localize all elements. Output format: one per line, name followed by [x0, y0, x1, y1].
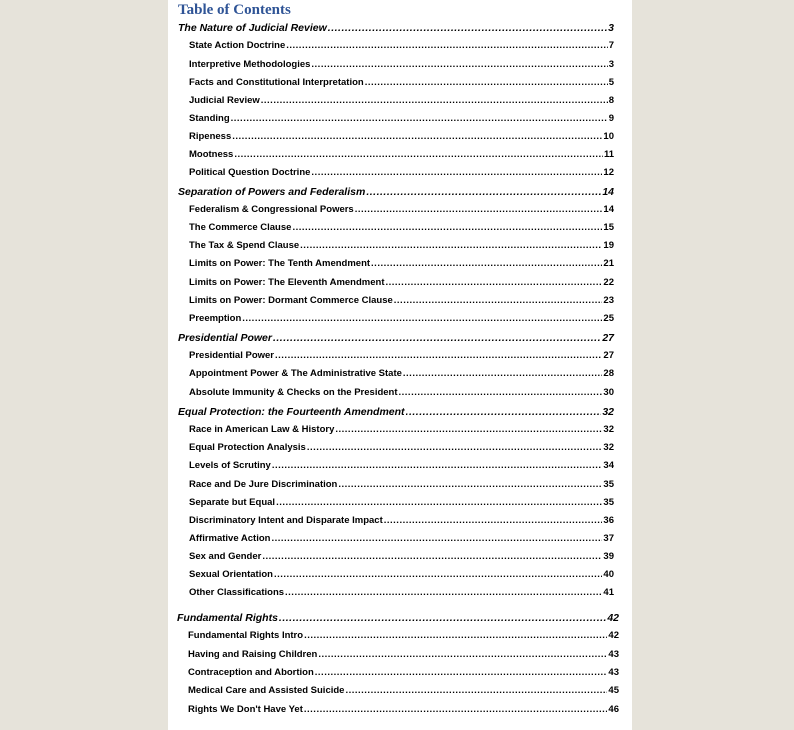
toc-entry-title: Ripeness: [189, 131, 232, 142]
toc-entry-title: Preemption: [189, 313, 242, 324]
toc-subsection-entry[interactable]: [189, 113, 614, 124]
toc-page-number: 36: [603, 515, 614, 526]
toc-entry-title: Judicial Review: [189, 95, 260, 106]
toc-page-number: 37: [603, 533, 614, 544]
dot-leader: [338, 479, 602, 490]
dot-leader: [304, 630, 607, 641]
dot-leader: [271, 533, 602, 544]
toc-subsection-entry[interactable]: [189, 387, 614, 398]
toc-subsection-entry[interactable]: [189, 204, 614, 215]
toc-page-number: 34: [603, 460, 614, 471]
toc-entry-title: Facts and Constitutional Interpretation: [189, 77, 364, 88]
toc-subsection-entry[interactable]: [188, 649, 619, 660]
dot-leader: [279, 612, 606, 624]
toc-entry-title: Affirmative Action: [189, 533, 271, 544]
toc-page-number: 3: [608, 59, 614, 70]
toc-page-number: 7: [608, 40, 614, 51]
dot-leader: [307, 442, 603, 453]
dot-leader: [261, 95, 608, 106]
toc-page-number: 9: [608, 113, 614, 124]
dot-leader: [355, 204, 603, 215]
toc-page-number: 19: [603, 240, 614, 251]
toc-subsection-entry[interactable]: [188, 667, 619, 678]
toc-section-entry[interactable]: [178, 186, 614, 198]
document-page: [168, 0, 632, 730]
toc-page-number: 46: [608, 704, 619, 715]
dot-leader: [274, 569, 602, 580]
toc-page-number: 25: [603, 313, 614, 324]
dot-leader: [384, 515, 603, 526]
toc-subsection-entry[interactable]: [189, 149, 614, 160]
toc-page-number: 40: [603, 569, 614, 580]
toc-entry-title: Sexual Orientation: [189, 569, 273, 580]
toc-page-number: 8: [608, 95, 614, 106]
toc-entry-title: Race in American Law & History: [189, 424, 335, 435]
dot-leader: [276, 497, 602, 508]
toc-subsection-entry[interactable]: [189, 442, 614, 453]
toc-subsection-entry[interactable]: [188, 685, 619, 696]
dot-leader: [242, 313, 602, 324]
dot-leader: [399, 387, 603, 398]
toc-subsection-entry[interactable]: [188, 704, 619, 715]
toc-entry-title: Medical Care and Assisted Suicide: [188, 685, 345, 696]
toc-entry-title: Fundamental Rights Intro: [188, 630, 304, 641]
dot-leader: [286, 40, 607, 51]
toc-section-entry[interactable]: [178, 406, 614, 418]
dot-leader: [311, 167, 602, 178]
toc-page-number: 27: [602, 332, 614, 344]
toc-page-number: 28: [603, 368, 614, 379]
toc-entry-title: The Nature of Judicial Review: [178, 22, 327, 34]
dot-leader: [275, 350, 602, 361]
toc-page-number: 45: [608, 685, 619, 696]
toc-entry-title: Equal Protection: the Fourteenth Amendment: [178, 406, 405, 418]
toc-subsection-entry[interactable]: [189, 479, 614, 490]
toc-entry-title: Mootness: [189, 149, 234, 160]
toc-page-number: 43: [608, 649, 619, 660]
toc-entry-list: [168, 0, 632, 730]
dot-leader: [272, 460, 603, 471]
toc-entry-title: Equal Protection Analysis: [189, 442, 306, 453]
toc-entry-title: Sex and Gender: [189, 551, 262, 562]
toc-page-number: 5: [608, 77, 614, 88]
toc-subsection-entry[interactable]: [189, 313, 614, 324]
dot-leader: [315, 667, 608, 678]
dot-leader: [273, 332, 601, 344]
toc-entry-title: Rights We Don't Have Yet: [188, 704, 303, 715]
toc-section-entry[interactable]: [178, 22, 614, 34]
toc-entry-title: Limits on Power: The Tenth Amendment: [189, 258, 371, 269]
toc-page-number: 15: [603, 222, 614, 233]
dot-leader: [285, 587, 602, 598]
toc-entry-title: The Commerce Clause: [189, 222, 292, 233]
toc-page-number: 27: [603, 350, 614, 361]
toc-page-number: 21: [603, 258, 614, 269]
toc-subsection-entry[interactable]: [189, 460, 614, 471]
toc-page-number: 39: [603, 551, 614, 562]
dot-leader: [318, 649, 607, 660]
dot-leader: [345, 685, 607, 696]
toc-page-number: 10: [603, 131, 614, 142]
toc-entry-title: Other Classifications: [189, 587, 285, 598]
toc-entry-title: Appointment Power & The Administrative State: [189, 368, 402, 379]
dot-leader: [311, 59, 607, 70]
toc-page-number: 35: [603, 497, 614, 508]
toc-page-number: 14: [602, 186, 614, 198]
toc-entry-title: Standing: [189, 113, 230, 124]
toc-subsection-entry[interactable]: [189, 551, 614, 562]
toc-subsection-entry[interactable]: [189, 515, 614, 526]
dot-leader: [371, 258, 602, 269]
dot-leader: [232, 131, 602, 142]
toc-page-number: 42: [608, 630, 619, 641]
toc-page-number: 30: [603, 387, 614, 398]
toc-entry-title: Separation of Powers and Federalism: [178, 186, 366, 198]
toc-subsection-entry[interactable]: [189, 368, 614, 379]
toc-subsection-entry[interactable]: [189, 167, 614, 178]
toc-entry-title: Race and De Jure Discrimination: [189, 479, 338, 490]
toc-subsection-entry[interactable]: [189, 95, 614, 106]
dot-leader: [262, 551, 602, 562]
toc-page-number: 32: [602, 406, 614, 418]
dot-leader: [231, 113, 608, 124]
toc-entry-title: Fundamental Rights: [177, 612, 278, 624]
toc-subsection-entry[interactable]: [189, 40, 614, 51]
toc-entry-title: Limits on Power: Dormant Commerce Clause: [189, 295, 393, 306]
dot-leader: [406, 406, 602, 418]
toc-subsection-entry[interactable]: [189, 77, 614, 88]
toc-page-number: 11: [603, 149, 614, 160]
toc-heading: Table of Contents: [178, 2, 291, 18]
toc-subsection-entry[interactable]: [189, 350, 614, 361]
dot-leader: [385, 277, 602, 288]
toc-entry-title: Discriminatory Intent and Disparate Impact: [189, 515, 383, 526]
toc-subsection-entry[interactable]: [189, 497, 614, 508]
toc-subsection-entry[interactable]: [189, 258, 614, 269]
toc-subsection-entry[interactable]: [189, 295, 614, 306]
toc-entry-title: Presidential Power: [189, 350, 275, 361]
toc-subsection-entry[interactable]: [189, 424, 614, 435]
toc-subsection-entry[interactable]: [189, 277, 614, 288]
toc-subsection-entry[interactable]: [189, 569, 614, 580]
toc-page-number: 23: [603, 295, 614, 306]
dot-leader: [335, 424, 602, 435]
toc-subsection-entry[interactable]: [189, 131, 614, 142]
toc-entry-title: State Action Doctrine: [189, 40, 286, 51]
toc-page-number: 14: [603, 204, 614, 215]
dot-leader: [365, 77, 608, 88]
toc-page-number: 41: [603, 587, 614, 598]
dot-leader: [328, 22, 607, 34]
dot-leader: [234, 149, 603, 160]
toc-section-entry[interactable]: [178, 332, 614, 344]
dot-leader: [366, 186, 601, 198]
toc-subsection-entry[interactable]: [188, 630, 619, 641]
toc-entry-title: Levels of Scrutiny: [189, 460, 271, 471]
toc-entry-title: Presidential Power: [178, 332, 272, 344]
toc-page-number: 32: [603, 442, 614, 453]
toc-page-number: 42: [607, 612, 619, 624]
toc-page-number: 12: [603, 167, 614, 178]
dot-leader: [394, 295, 603, 306]
toc-entry-title: Having and Raising Children: [188, 649, 318, 660]
dot-leader: [300, 240, 602, 251]
toc-subsection-entry[interactable]: [189, 587, 614, 598]
dot-leader: [403, 368, 603, 379]
toc-subsection-entry[interactable]: [189, 240, 614, 251]
toc-page-number: 35: [603, 479, 614, 490]
dot-leader: [292, 222, 602, 233]
toc-subsection-entry[interactable]: [189, 533, 614, 544]
toc-subsection-entry[interactable]: [189, 59, 614, 70]
toc-entry-title: Contraception and Abortion: [188, 667, 314, 678]
toc-entry-title: Interpretive Methodologies: [189, 59, 311, 70]
toc-entry-title: Absolute Immunity & Checks on the President: [189, 387, 398, 398]
toc-page-number: 32: [603, 424, 614, 435]
toc-page-number: 43: [608, 667, 619, 678]
toc-entry-title: Separate but Equal: [189, 497, 276, 508]
toc-page-number: 3: [608, 22, 614, 34]
toc-page-number: 22: [603, 277, 614, 288]
dot-leader: [304, 704, 608, 715]
toc-subsection-entry[interactable]: [189, 222, 614, 233]
toc-entry-title: Federalism & Congressional Powers: [189, 204, 354, 215]
toc-section-entry[interactable]: [177, 612, 619, 624]
toc-entry-title: Limits on Power: The Eleventh Amendment: [189, 277, 385, 288]
toc-entry-title: Political Question Doctrine: [189, 167, 311, 178]
toc-entry-title: The Tax & Spend Clause: [189, 240, 300, 251]
